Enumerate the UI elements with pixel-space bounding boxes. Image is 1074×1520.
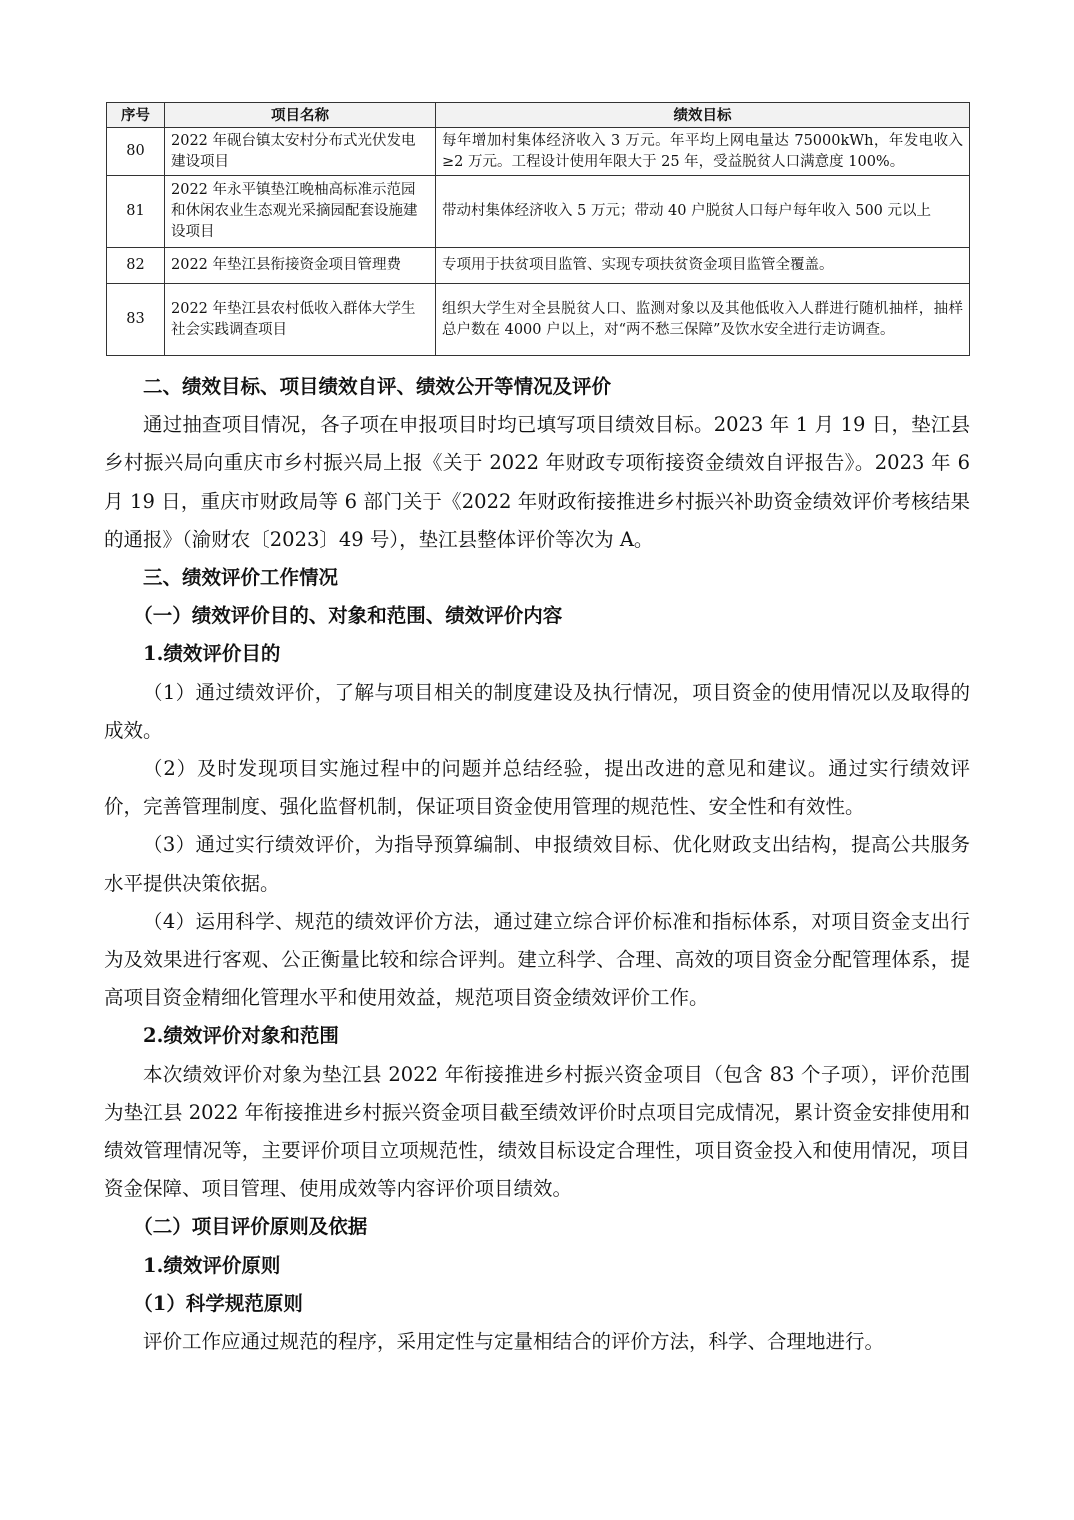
purpose-paragraph-2: （2）及时发现项目实施过程中的问题并总结经验，提出改进的意见和建议。通过实行绩效评价，完善管理制度、强化监督机制，保证项目资金使用管理的规范性、安全性和有效性。 xyxy=(104,757,970,819)
row-project-name: 2022 年永平镇垫江晚柚高标准示范园和休闲农业生态观光采摘园配套设施建设项目 xyxy=(165,176,436,248)
row-no: 82 xyxy=(107,248,165,284)
row-goal: 专项用于扶贫项目监管、实现专项扶贫资金项目监管全覆盖。 xyxy=(436,248,970,284)
principle-1-heading: （1）科学规范原则 xyxy=(133,1291,303,1315)
item-1-heading: 1.绩效评价目的 xyxy=(143,642,281,666)
project-goals-table xyxy=(106,102,970,356)
table-header-row xyxy=(107,103,970,128)
scope-paragraph: 本次绩效评价对象为垫江县 2022 年衔接推进乡村振兴资金项目（包含 83 个子项），评价范围为垫江县 2022 年衔接推进乡村振兴资金项目截至绩效评价时点项目完成情况，累计资金安排使用和绩效管理情况等，主要评价项目立项规范性，绩效目标设定合理性，项目资金投入和使用情况，项目资金保障、项目管理、使用成效等内容评价项目绩效。 xyxy=(104,1062,970,1201)
body-text xyxy=(104,368,970,1361)
row-no: 80 xyxy=(107,128,165,176)
purpose-paragraph-4: （4）运用科学、规范的绩效评价方法，通过建立综合评价标准和指标体系，对项目资金支出行为及效果进行客观、公正衡量比较和综合评判。建立科学、合理、高效的项目资金分配管理体系，提高项目资金精细化管理水平和使用效益，规范项目资金绩效评价工作。 xyxy=(104,909,970,1010)
row-project-name: 2022 年砚台镇太安村分布式光伏发电建设项目 xyxy=(165,128,436,176)
row-goal: 组织大学生对全县脱贫人口、监测对象以及其他低收入人群进行随机抽样，抽样总户数在 4000 户以上，对“两不愁三保障”及饮水安全进行走访调查。 xyxy=(436,284,970,356)
row-project-name: 2022 年垫江县农村低收入群体大学生社会实践调查项目 xyxy=(165,284,436,356)
table-row xyxy=(107,128,970,176)
section-2-paragraph: 通过抽查项目情况，各子项在申报项目时均已填写项目绩效目标。2023 年 1 月 19 日，垫江县乡村振兴局向重庆市乡村振兴局上报《关于 2022 年财政专项衔接资金绩效自评报告》。2023 年 6 月 19 日，重庆市财政局等 6 部门关于《2022 年财政衔接推进乡村振兴补助资金绩效评价考核结果的通报》（渝财农〔2023〕49 号），垫江县整体评价等次为 A。 xyxy=(104,413,970,551)
row-no: 83 xyxy=(107,284,165,356)
header-performance-goal: 绩效目标 xyxy=(436,103,970,128)
header-project-name: 项目名称 xyxy=(165,103,436,128)
row-goal: 带动村集体经济收入 5 万元；带动 40 户脱贫人口每户每年收入 500 元以上 xyxy=(436,176,970,248)
item-2-heading: 2.绩效评价对象和范围 xyxy=(143,1024,339,1048)
principle-heading: 1.绩效评价原则 xyxy=(143,1253,281,1277)
table-row xyxy=(107,248,970,284)
table-row xyxy=(107,176,970,248)
header-no: 序号 xyxy=(107,103,165,128)
row-no: 81 xyxy=(107,176,165,248)
table-row xyxy=(107,284,970,356)
section-3-heading: 三、绩效评价工作情况 xyxy=(143,566,339,590)
row-project-name: 2022 年垫江县衔接资金项目管理费 xyxy=(165,248,436,284)
row-goal: 每年增加村集体经济收入 3 万元。年平均上网电量达 75000kWh，年发电收入≥2 万元。工程设计使用年限大于 25 年，受益脱贫人口满意度 100%。 xyxy=(436,128,970,176)
purpose-paragraph-3: （3）通过实行绩效评价，为指导预算编制、申报绩效目标、优化财政支出结构，提高公共服务水平提供决策依据。 xyxy=(104,833,970,895)
principle-1-paragraph: 评价工作应通过规范的程序，采用定性与定量相结合的评价方法，科学、合理地进行。 xyxy=(143,1330,885,1354)
subsection-1-heading: （一）绩效评价目的、对象和范围、绩效评价内容 xyxy=(133,604,563,628)
purpose-paragraph-1: （1）通过绩效评价，了解与项目相关的制度建设及执行情况，项目资金的使用情况以及取得的成效。 xyxy=(104,680,970,742)
section-2-heading: 二、绩效目标、项目绩效自评、绩效公开等情况及评价 xyxy=(143,375,612,398)
subsection-2-heading: （二）项目评价原则及依据 xyxy=(133,1215,368,1239)
